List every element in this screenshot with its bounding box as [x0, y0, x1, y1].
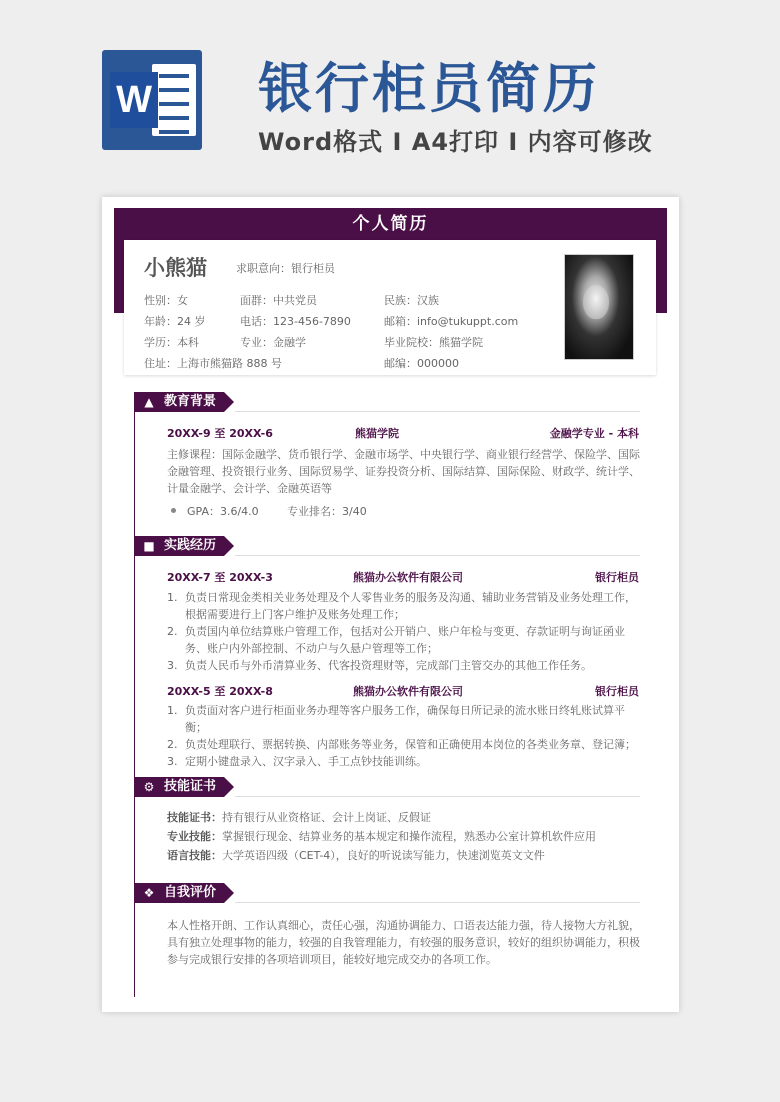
section-divider	[235, 796, 640, 797]
banner-title: 银行柜员简历	[258, 57, 600, 120]
education-school: 熊猫学院	[355, 427, 399, 440]
education-entry	[167, 425, 639, 441]
header-banner	[0, 0, 780, 190]
job-intent: 求职意向：银行柜员	[236, 262, 335, 275]
education-courses: 主修课程：国际金融学、货币银行学、金融市场学、中央银行学、商业银行经营学、保险学、国际金融管理、投资银行业务、国际贸易学、证券投资分析、国际结算、国际保险、财政学、统计学、计量金融学、会计学、金融英语等	[167, 448, 640, 495]
list-item: 3. 定期小键盘录入、汉字录入、手工点钞技能训练。	[167, 755, 427, 768]
job-company: 熊猫办公软件有限公司	[353, 685, 463, 698]
info-gender: 性别：女	[144, 294, 188, 307]
personal-info-card	[124, 240, 656, 375]
job-period: 20XX-7 至 20XX-3	[167, 571, 273, 584]
job-entry-header	[167, 683, 639, 699]
word-logo-icon: W	[102, 50, 202, 150]
job-period: 20XX-5 至 20XX-8	[167, 685, 273, 698]
info-row	[124, 355, 564, 371]
info-row	[124, 313, 564, 329]
section-divider	[235, 555, 640, 556]
info-degree: 学历：本科	[144, 336, 199, 349]
info-row	[124, 334, 564, 350]
job-role: 银行柜员	[595, 685, 639, 698]
candidate-name: 小熊猫	[144, 256, 207, 280]
education-rank: 专业排名：3/40	[287, 505, 367, 518]
job-entry-header	[167, 569, 639, 585]
leaf-icon: ❖	[143, 886, 155, 900]
section-title: 技能证书	[164, 779, 217, 794]
info-row	[124, 292, 564, 308]
skill-row: 专业技能：掌握银行现金、结算业务的基本规定和操作流程，熟悉办公室计算机软件应用	[167, 830, 596, 843]
bullet-dot	[171, 508, 176, 513]
education-major: 金融学专业 - 本科	[549, 427, 639, 440]
info-ethnic: 民族：汉族	[384, 294, 439, 307]
info-postcode: 邮编：000000	[384, 357, 459, 370]
info-address: 住址：上海市熊猫路 888 号	[144, 357, 282, 370]
info-major: 专业：金融学	[240, 336, 306, 349]
resume-page	[102, 197, 679, 1012]
self-eval-text: 本人性格开朗、工作认真细心，责任心强，沟通协调能力、口语表达能力强，待人接物大方礼貌，具有独立处理事物的能力，较强的自我管理能力，有较强的服务意识，较好的组织协调能力，积极参与完成银行安排的各项培训项目，能较好地完成交办的各项工作。	[167, 919, 640, 966]
info-email: 邮箱：info@tukuppt.com	[384, 315, 519, 328]
job-duties-list	[167, 702, 641, 770]
job-duties-list	[167, 589, 641, 674]
resume-title: 个人简历	[352, 214, 429, 234]
info-phone: 电话：123-456-7890	[240, 315, 351, 328]
section-divider	[235, 411, 640, 412]
info-age: 年龄：24 岁	[144, 315, 206, 328]
info-school: 毕业院校：熊猫学院	[384, 336, 483, 349]
info-political: 面群：中共党员	[240, 294, 317, 307]
list-item: 2. 负责国内单位结算账户管理工作，包括对公开销户、账户年检与变更、存款证明与询证函业务、账户内外部控制、不动户与久悬户管理等工作；	[167, 625, 625, 655]
list-item: 1. 负责面对客户进行柜面业务办理等客户服务工作，确保每日所记录的流水账日终轧账试算平衡；	[167, 704, 625, 734]
graduation-cap-icon: ▲	[144, 395, 154, 409]
profile-photo	[564, 254, 634, 360]
briefcase-icon: ■	[143, 539, 155, 553]
education-gpa: GPA：3.6/4.0	[187, 505, 259, 518]
list-item: 3. 负责人民币与外币清算业务、代客投资理财等，完成部门主管交办的其他工作任务。	[167, 659, 592, 672]
list-item: 1. 负责日常现金类相关业务处理及个人零售业务的服务及沟通、辅助业务营销及业务处理工作，根据需要进行上门客户维护及账务处理工作；	[167, 591, 636, 621]
timeline-line	[134, 412, 135, 997]
section-title: 实践经历	[164, 538, 217, 553]
list-item: 2. 负责处理联行、票据转换、内部账务等业务，保管和正确使用本岗位的各类业务章、登记簿；	[167, 738, 636, 751]
skill-row: 技能证书：持有银行从业资格证、会计上岗证、反假证	[167, 811, 431, 824]
gear-icon: ⚙	[143, 780, 155, 794]
education-period: 20XX-9 至 20XX-6	[167, 427, 273, 440]
job-company: 熊猫办公软件有限公司	[353, 571, 463, 584]
section-title: 自我评价	[164, 885, 217, 900]
job-role: 银行柜员	[595, 571, 639, 584]
education-scores	[167, 503, 467, 519]
section-divider	[235, 902, 640, 903]
section-title: 教育背景	[164, 394, 217, 409]
banner-subtitle: Word格式 I A4打印 I 内容可修改	[258, 128, 653, 156]
skill-row: 语言技能：大学英语四级（CET-4），良好的听说读写能力，快速浏览英文文件	[167, 849, 545, 862]
